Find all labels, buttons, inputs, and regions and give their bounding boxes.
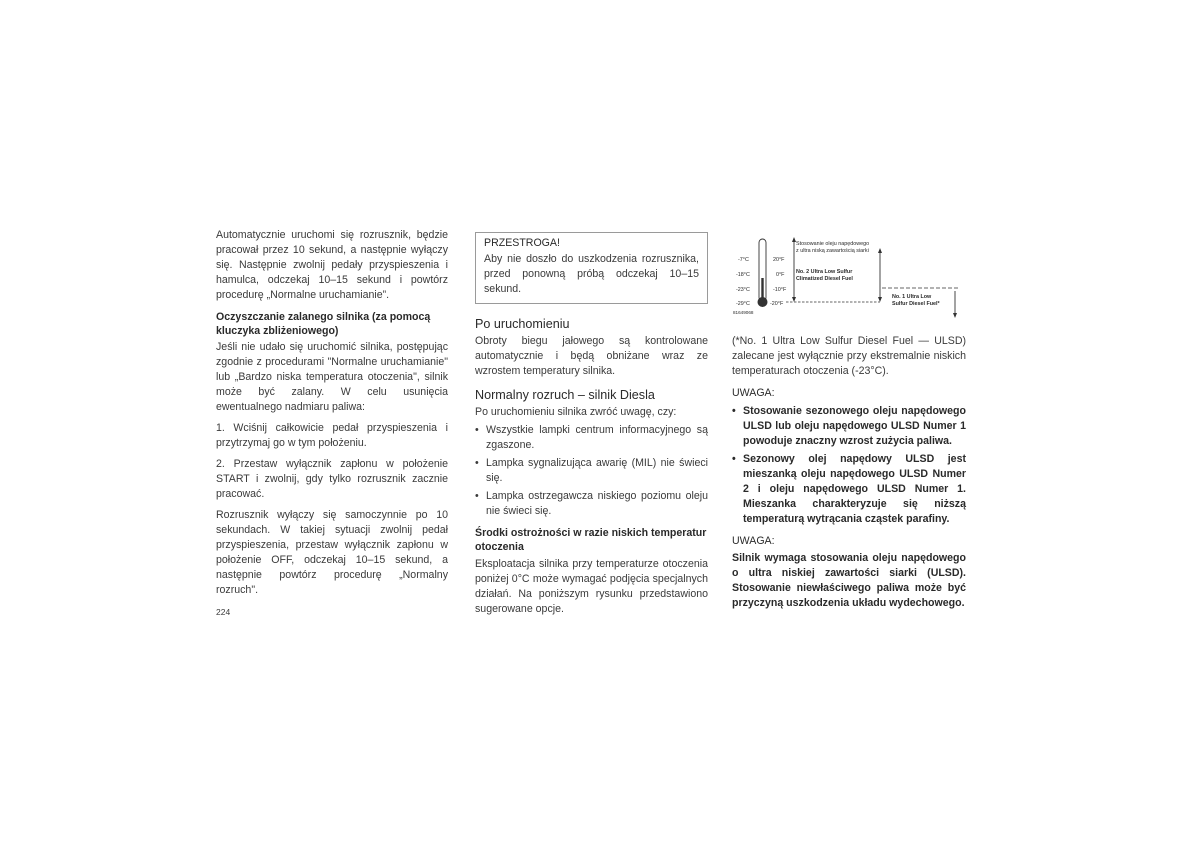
paragraph-starter-off: Rozrusznik wyłączy się samoczynnie po 10 sekundach. W takiej sytuacji zwolnij pedał przyspieszenia, przestaw wyłącznik zapłonu w położenie OFF, odczekaj 10–15 sekund, a następnie powtórz procedurę „Normalny rozruch". [216, 509, 448, 596]
middle-column [475, 228, 708, 617]
no1-label: No. 1 Ultra Low [892, 294, 932, 300]
celsius-label: -7°C [738, 257, 749, 263]
heading-cold-precautions: Środki ostrożności w razie niskich temperatur otoczenia [475, 527, 707, 553]
warning-box [475, 232, 708, 304]
step-1: 1. Wciśnij całkowicie pedał przyspieszenia i przytrzymaj go w tym położeniu. [216, 422, 448, 449]
note-label: UWAGA: [732, 535, 775, 547]
page-number: 224 [216, 607, 231, 617]
no1-label: Sulfur Diesel Fuel* [892, 301, 940, 307]
list-item: • Stosowanie sezonowego oleju napędowego ULSD lub oleju napędowego ULSD Numer 1 powoduje znaczny wzrost zużycia paliwa. [732, 405, 966, 447]
heading-diesel-start: Normalny rozruch – silnik Diesla [475, 388, 655, 402]
top-label: z ultra niską zawartością siarki [796, 248, 869, 254]
fahrenheit-label: -10°F [773, 287, 787, 293]
paragraph-auto-start: Automatycznie uruchomi się rozrusznik, będzie pracował przez 10 sekund, a następnie wyłączy się. Następnie zwolnij pedały przyspieszenia i hamulca, odczekaj 10–15 sekund i powtórz procedurę „Normalne uruchamianie”. [216, 229, 448, 301]
celsius-label: -18°C [736, 272, 750, 278]
paragraph-diesel-check: Po uruchomieniu silnika zwróć uwagę, czy: [475, 406, 677, 418]
warning-title: PRZESTROGA! [484, 237, 560, 249]
note-label: UWAGA: [732, 387, 775, 399]
paragraph-cold: Eksploatacja silnika przy temperaturze otoczenia poniżej 0°C może wymagać podjęcia specjalnych działań. Na poniższym rysunku przedstawiono sugerowane opcje. [475, 558, 708, 615]
no2-label: Climatized Diesel Fuel [796, 276, 853, 282]
paragraph-after-start: Obroty biegu jałowego są kontrolowane automatycznie i będą obniżane wraz ze wzrostem temperatury silnika. [475, 335, 708, 377]
step-2: 2. Przestaw wyłącznik zapłonu w położenie START i zwolnij, gdy tylko rozrusznik zacznie pracować. [216, 458, 448, 500]
left-column [216, 228, 448, 598]
warning-text: Aby nie doszło do uszkodzenia rozrusznika, przed ponowną próbą odczekaj 10–15 sekund. [484, 253, 699, 295]
fahrenheit-label: 0°F [776, 272, 785, 278]
fahrenheit-label: 20°F [773, 257, 785, 263]
footnote: (*No. 1 Ultra Low Sulfur Diesel Fuel — ULSD) zalecane jest wyłącznie przy ekstremalnie niskich temperaturach otoczenia (-23°C). [732, 335, 966, 377]
right-column [732, 334, 966, 611]
note-text: Silnik wymaga stosowania oleju napędowego o ultra niskiej zawartości siarki (ULSD). Stosowanie niewłaściwego paliwa może być przyczyną uszkodzenia układu wydechowego. [732, 552, 966, 609]
top-label: Stosowanie oleju napędowego [796, 241, 870, 247]
fuel-temperature-figure [732, 236, 964, 322]
heading-flooded-engine: Oczyszczanie zalanego silnika (za pomocą kluczyka zbliżeniowego) [216, 311, 431, 337]
list-item: • Wszystkie lampki centrum informacyjnego są zgaszone. [475, 424, 708, 451]
list-item: • Lampka ostrzegawcza niskiego poziomu oleju nie świeci się. [475, 490, 708, 517]
figure-id: 81649068 [733, 310, 754, 315]
thermometer-mercury [761, 278, 763, 300]
celsius-label: -29°C [736, 301, 750, 307]
no2-label: No. 2 Ultra Low Sulfur [796, 269, 853, 275]
heading-after-start: Po uruchomieniu [475, 317, 570, 331]
note-list [732, 404, 966, 527]
check-list [475, 423, 708, 519]
list-item: • Lampka sygnalizująca awarię (MIL) nie świeci się. [475, 457, 708, 484]
thermometer-bulb [758, 297, 768, 307]
paragraph-flooded-intro: Jeśli nie udało się uruchomić silnika, postępując zgodnie z procedurami "Normalne uruchamianie" lub „Bardzo niska temperatura otoczenia", silnik może być zalany. W celu usunięcia ewentualnego nadmiaru paliwa: [216, 341, 448, 413]
fahrenheit-label: -20°F [770, 301, 784, 307]
list-item: • Sezonowy olej napędowy ULSD jest mieszanką oleju napędowego ULSD Numer 2 i oleju napędowego ULSD Numer 1. Mieszanka charakteryzuje się niższą temperaturą wytrącania cząstek parafiny. [732, 453, 966, 525]
celsius-label: -23°C [736, 287, 750, 293]
